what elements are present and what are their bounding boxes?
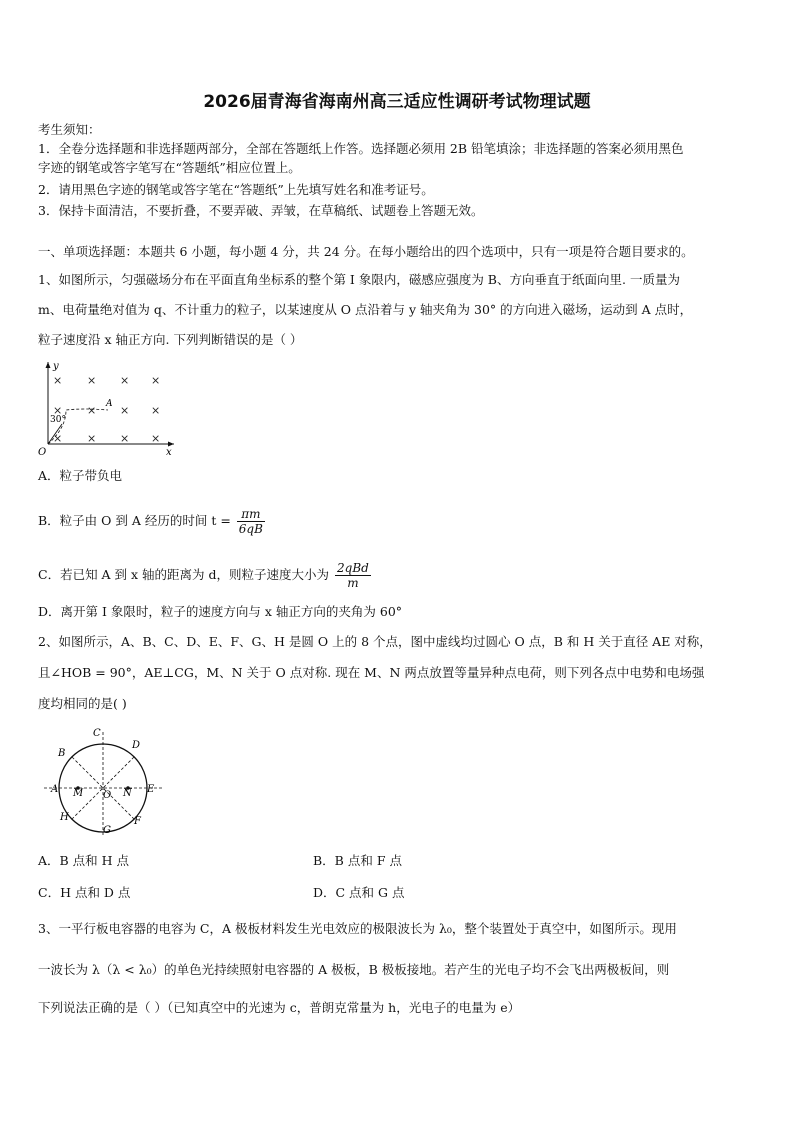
q2-option-c: C．H 点和 D 点	[38, 885, 131, 900]
q2-label-d: D	[132, 740, 141, 751]
q2-label-m: M	[73, 788, 84, 799]
q2-label-e: E	[147, 784, 155, 795]
q1-option-b-fraction	[237, 507, 265, 536]
q1-option-c-fraction	[335, 561, 371, 590]
q1-option-a: A．粒子带负电	[38, 468, 123, 483]
svg-text:×: ×	[53, 404, 63, 417]
q1-option-b-numerator: πm	[237, 507, 265, 522]
q2-option-a: A．B 点和 H 点	[38, 853, 130, 868]
svg-text:×: ×	[53, 432, 63, 445]
notice-item-3: 3．保持卡面清洁，不要折叠，不要弄破、弄皱，在草稿纸、试题卷上答题无效。	[38, 203, 484, 218]
q2-label-b: B	[58, 748, 66, 759]
q1-point-a-label: A	[106, 399, 113, 409]
q2-stem-line-2: 且∠HOB = 90°，AE⊥CG，M、N 关于 O 点对称. 现在 M、N 两点放置等量异种点电荷，则下列各点中电势和电场强	[38, 665, 705, 680]
page-title: 2026届青海省海南州高三适应性调研考试物理试题	[203, 92, 591, 112]
q2-label-o: O	[103, 790, 112, 801]
q3-stem-line-1: 3、一平行板电容器的电容为 C，A 极板材料发生光电效应的极限波长为 λ₀，整个装置处于真空中，如图所示。现用	[38, 921, 677, 936]
notice-item-1-line-2: 字迹的钢笔或答字笔写在“答题纸”相应位置上。	[38, 160, 301, 175]
notice-heading: 考生须知：	[38, 122, 101, 137]
q2-label-n: N	[123, 788, 132, 799]
q1-option-c-numerator: 2qBd	[337, 561, 369, 575]
q2-stem-line-3: 度均相同的是( )	[38, 696, 127, 711]
q1-option-c	[38, 558, 373, 592]
q2-stem-line-1: 2、如图所示，A、B、C、D、E、F、G、H 是圆 O 上的 8 个点，图中虚线均过圆心 O 点，B 和 H 关于直径 AE 对称，	[38, 634, 712, 649]
svg-text:×: ×	[87, 432, 97, 445]
q1-y-axis-label: y	[53, 361, 59, 372]
svg-text:×: ×	[120, 432, 130, 445]
q1-option-b	[38, 504, 267, 538]
svg-text:×: ×	[151, 432, 161, 445]
q2-label-g: G	[103, 825, 111, 836]
q1-option-b-text: B．粒子由 O 到 A 经历的时间 t =	[38, 513, 231, 528]
q1-stem-line-2: m、电荷量绝对值为 q、不计重力的粒子，以某速度从 O 点沿着与 y 轴夹角为 30° 的方向进入磁场，运动到 A 点时，	[38, 302, 693, 317]
q2-circle-figure	[42, 726, 166, 838]
q1-option-c-denominator: m	[347, 576, 359, 590]
q2-option-b: B．B 点和 F 点	[313, 853, 402, 868]
svg-text:×: ×	[87, 374, 97, 387]
q3-stem-line-3: 下列说法正确的是（ ）（已知真空中的光速为 c，普朗克常量为 h，光电子的电量为 e）	[38, 1000, 521, 1015]
svg-text:×: ×	[151, 404, 161, 417]
q1-angle-label: 30°	[50, 415, 66, 425]
q1-stem-line-1: 1、如图所示，匀强磁场分布在平面直角坐标系的整个第 I 象限内，磁感应强度为 B、方向垂直于纸面向里. 一质量为	[38, 272, 680, 287]
svg-text:×: ×	[87, 404, 97, 417]
q1-x-axis-label: x	[166, 447, 172, 458]
notice-item-1-line-1: 1．全卷分选择题和非选择题两部分，全部在答题纸上作答。选择题必须用 2B 铅笔填涂；非选择题的答案必须用黑色	[38, 141, 684, 156]
q1-magnetic-field-figure	[36, 358, 178, 458]
q1-option-c-text: C．若已知 A 到 x 轴的距离为 d，则粒子速度大小为	[38, 567, 330, 582]
svg-text:×: ×	[120, 374, 130, 387]
svg-text:×: ×	[120, 404, 130, 417]
q1-option-b-denominator: 6qB	[238, 522, 263, 536]
svg-text:×: ×	[151, 374, 161, 387]
q1-stem-line-3: 粒子速度沿 x 轴正方向. 下列判断错误的是（ ）	[38, 332, 303, 347]
q2-option-d: D．C 点和 G 点	[313, 885, 405, 900]
q2-label-h: H	[60, 812, 69, 823]
q3-stem-line-2: 一波长为 λ（λ < λ₀）的单色光持续照射电容器的 A 极板，B 极板接地。若产生的光电子均不会飞出两极板间，则	[38, 962, 670, 977]
svg-text:×: ×	[53, 374, 63, 387]
q2-label-c: C	[93, 728, 101, 739]
q1-option-d: D．离开第 I 象限时，粒子的速度方向与 x 轴正方向的夹角为 60°	[38, 604, 403, 619]
q1-origin-label: O	[38, 447, 47, 458]
q2-label-f: F	[134, 816, 141, 827]
notice-item-2: 2．请用黑色字迹的钢笔或答字笔在“答题纸”上先填写姓名和准考证号。	[38, 182, 434, 197]
section-heading: 一、单项选择题：本题共 6 小题，每小题 4 分，共 24 分。在每小题给出的四个选项中，只有一项是符合题目要求的。	[38, 244, 694, 259]
q2-label-a: A	[51, 784, 59, 795]
